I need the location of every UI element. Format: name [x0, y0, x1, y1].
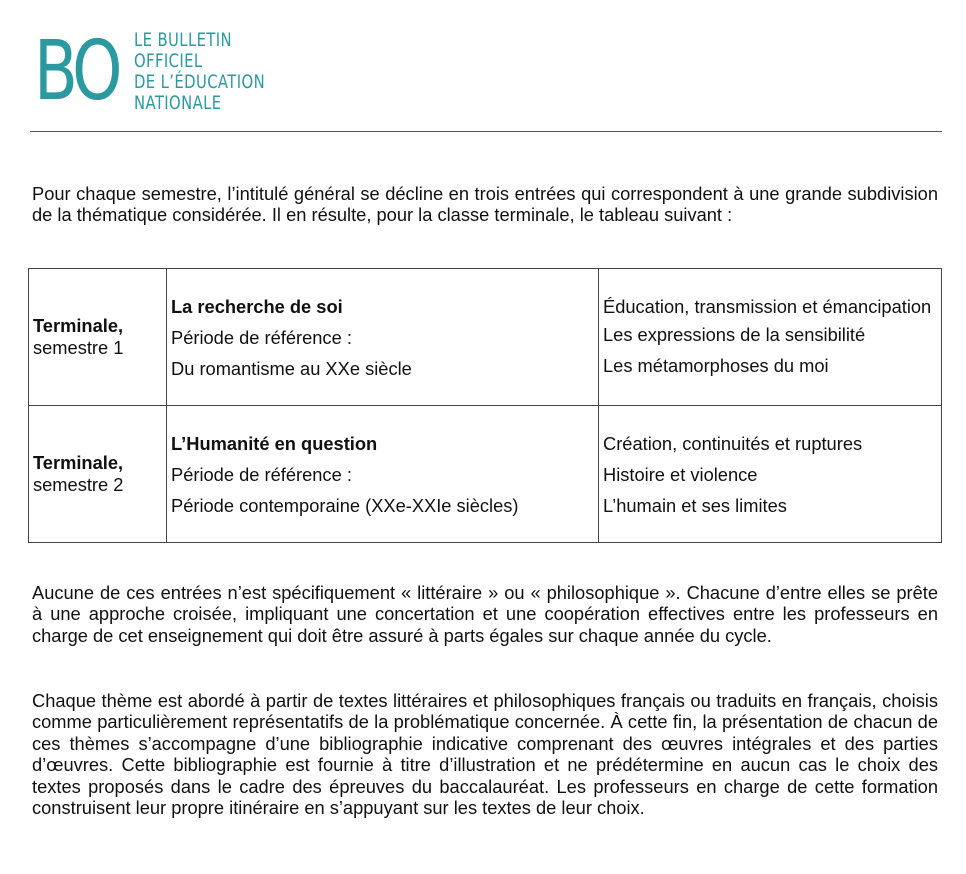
entry-item: Création, continuités et ruptures: [603, 432, 863, 454]
period-value: Du romantisme au XXe siècle: [171, 357, 412, 379]
body-paragraph: Chaque thème est abordé à partir de textes littéraires et philosophiques français ou traduits en français, choisis comme particulièrement représentatifs de la problématique concernée. À cette fin, la présentation de chacun de ces thèmes s’accompagne d’une bibliographie indicative comprenant des œuvres intégrales et des parties d’œuvres. Cette bibliographie est fournie à titre d’illustration et ne prédétermine en aucun cas le choix des textes proposés dans le cadre des épreuves du baccalauréat. Les professeurs en charge de cette formation construisent leur propre itinéraire en s’appuyant sur les textes de leur choix.: [32, 690, 938, 819]
bo-logo: BO: [34, 24, 118, 119]
logo-line: LE BULLETIN: [134, 29, 233, 51]
entries-cell: [599, 269, 942, 406]
theme-cell: [167, 406, 599, 543]
period-value: Période contemporaine (XXe-XXIe siècles): [171, 494, 519, 516]
table-row: [29, 406, 942, 543]
entry-item: L’humain et ses limites: [603, 494, 787, 516]
entry-item: Histoire et violence: [603, 463, 758, 485]
body-paragraph: Aucune de ces entrées n’est spécifiquement « littéraire » ou « philosophique ». Chacune d’entre elles se prête à une approche croisée, impliquant une concertation et une coopération effectives entre les professeurs en charge de cet enseignement qui doit être assuré à parts égales sur chaque année du cycle.: [32, 582, 938, 646]
logo-line: OFFICIEL: [134, 50, 203, 72]
theme-title: La recherche de soi: [171, 295, 343, 317]
period-label: Période de référence :: [171, 326, 352, 348]
document-header: [30, 26, 942, 132]
theme-title: L’Humanité en question: [171, 432, 378, 454]
logo-line: DE L’ÉDUCATION: [134, 71, 266, 93]
semester-label: semestre 2: [33, 474, 124, 495]
semester-label: semestre 1: [33, 337, 124, 358]
theme-cell: [167, 269, 599, 406]
level-label: Terminale,: [33, 452, 124, 473]
themes-table: [28, 268, 942, 543]
entry-item: Les expressions de la sensibilité: [603, 323, 866, 345]
bo-logo-text: [134, 30, 265, 114]
semester-cell: [29, 406, 167, 543]
intro-paragraph: Pour chaque semestre, l’intitulé général se décline en trois entrées qui correspondent à une grande subdivision de la thématique considérée. Il en résulte, pour la classe terminale, le tableau suivant :: [32, 183, 938, 226]
header-divider: [30, 131, 942, 132]
table-row: [29, 269, 942, 406]
entries-cell: [599, 406, 942, 543]
logo-line: NATIONALE: [134, 92, 222, 114]
entry-item: Les métamorphoses du moi: [603, 354, 829, 376]
entry-item: Éducation, transmission et émancipation: [603, 295, 932, 317]
semester-cell: [29, 269, 167, 406]
period-label: Période de référence :: [171, 463, 352, 485]
level-label: Terminale,: [33, 315, 124, 336]
